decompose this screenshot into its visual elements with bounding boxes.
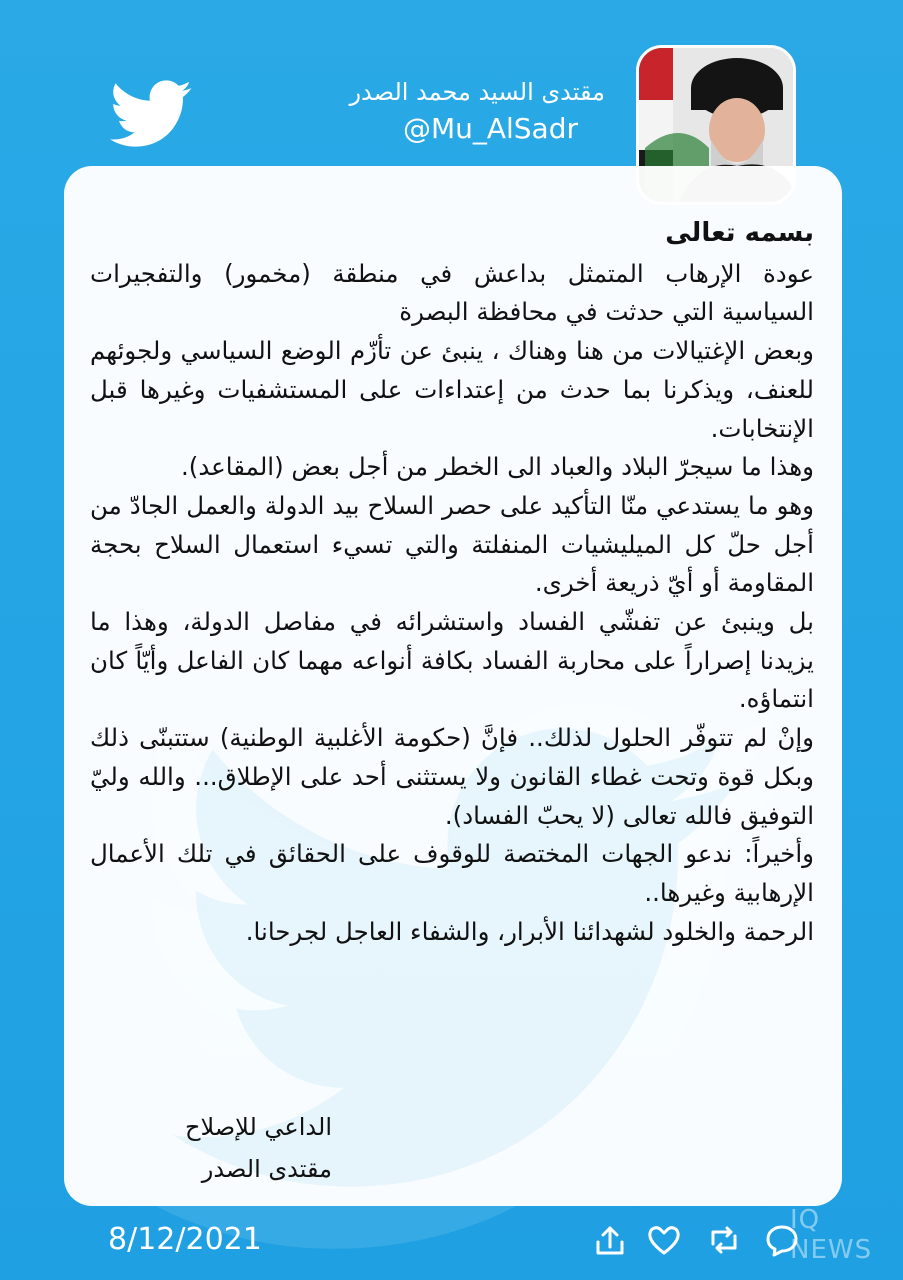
tweet-date: 8/12/2021: [108, 1222, 262, 1257]
like-icon: [644, 1220, 684, 1260]
like-button[interactable]: [644, 1220, 684, 1260]
signature-line: مقتدى الصدر: [201, 1155, 332, 1183]
tweet-paragraph: وهو ما يستدعي منّا التأكيد على حصر السلاح بيد الدولة والعمل الجادّ من أجل حلّ كل الميليشيات المنفلتة والتي تسيء استعمال السلاح بحجة المقاومة أو أيّ ذريعة أخرى.: [90, 490, 814, 598]
tweet-paragraph: وأخيراً: ندعو الجهات المختصة للوقوف على الحقائق في تلك الأعمال الإرهابية وغيرها..: [90, 839, 814, 907]
iq-news-watermark: IQ NEWS: [790, 1205, 873, 1265]
tweet-paragraph: الرحمة والخلود لشهدائنا الأبرار، والشفاء العاجل لجرحانا.: [245, 916, 814, 946]
author-display-name[interactable]: مقتدى السيد محمد الصدر: [349, 78, 605, 106]
twitter-bird-icon: [110, 80, 194, 148]
tweet-paragraph: عودة الإرهاب المتمثل بداعش في منطقة (مخمور) والتفجيرات السياسية التي حدثت في محافظة البصرة: [90, 258, 814, 327]
tweet-paragraph: بل وينبئ عن تفشّي الفساد واستشرائه في مفاصل الدولة، وهذا ما يزيدنا إصراراً على محاربة الفساد بكافة أنواعه مهما كان الفاعل وأيّاً كان انتماؤه.: [90, 607, 814, 714]
retweet-button[interactable]: [704, 1220, 744, 1260]
tweet-actions: [590, 1220, 805, 1260]
author-handle[interactable]: @Mu_AlSadr: [402, 112, 578, 145]
tweet-paragraph: وبعض الإغتيالات من هنا وهناك ، ينبئ عن تأزّم الوضع السياسي ولجوئهم للعنف، ويذكرنا بما حدث من إعتداءات على المستشفيات وغيرها قبل الإنتخابات.: [90, 336, 814, 443]
tweet-signature: [185, 1106, 332, 1190]
tweet-card: [64, 166, 842, 1206]
share-icon: [590, 1220, 630, 1260]
tweet-opening: بسمه تعالى: [665, 218, 814, 248]
retweet-icon: [704, 1220, 744, 1260]
signature-line: الداعي للإصلاح: [184, 1113, 332, 1141]
tweet-paragraph: وإنْ لم تتوفّر الحلول لذلك.. فإنَّ (حكومة الأغلبية الوطنية) ستتبنّى ذلك وبكل قوة وتحت غطاء القانون ولا يستثنى أحد على الإطلاق... والله وليّ التوفيق فالله تعالى (لا يحبّ الفساد).: [90, 723, 814, 830]
share-button[interactable]: [590, 1220, 630, 1260]
tweet-text: [90, 214, 814, 951]
tweet-paragraph: وهذا ما سيجرّ البلاد والعباد الى الخطر من أجل بعض (المقاعد).: [180, 452, 814, 482]
